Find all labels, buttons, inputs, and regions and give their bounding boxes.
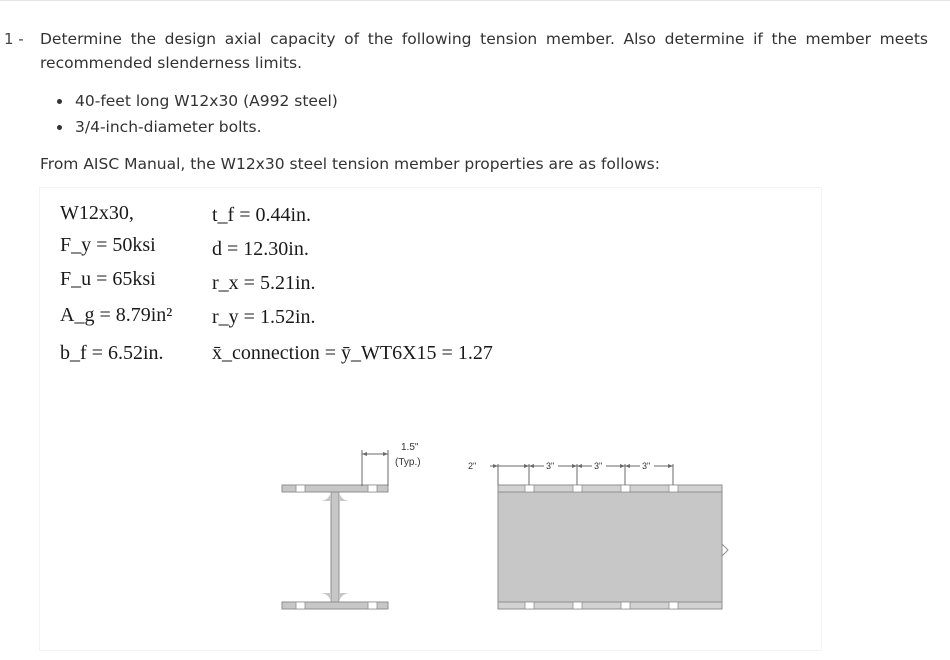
question-number: 1 - bbox=[4, 30, 24, 48]
properties-figure bbox=[40, 188, 821, 650]
top-divider bbox=[0, 0, 950, 1]
prop-ag: A_g = 8.79in² bbox=[60, 304, 173, 326]
spacing-dim-1: 3" bbox=[546, 461, 555, 471]
edge-dim-label: 2" bbox=[468, 461, 477, 471]
connection-drawing bbox=[40, 188, 821, 650]
prop-designation: W12x30, bbox=[60, 202, 134, 224]
spacing-dim-2: 3" bbox=[594, 461, 603, 471]
spacing-dim-3: 3" bbox=[642, 461, 651, 471]
question-prompt: Determine the design axial capacity of the following tension member. Also determine if the member meets recommended slenderness limits. bbox=[40, 30, 928, 72]
prop-fu: F_u = 65ksi bbox=[60, 268, 156, 290]
connection-plan-view bbox=[490, 464, 728, 609]
bullet-list bbox=[40, 88, 338, 140]
prop-fy: F_y = 50ksi bbox=[60, 234, 156, 256]
flange-dim-label: 1.5" bbox=[401, 442, 419, 453]
prop-rx: r_x = 5.21in. bbox=[212, 272, 316, 294]
flange-dim-note: (Typ.) bbox=[395, 457, 421, 468]
bullet-bolts: • 3/4-inch-diameter bolts. bbox=[73, 114, 338, 140]
prop-tf: t_f = 0.44in. bbox=[212, 204, 312, 226]
prop-d: d = 12.30in. bbox=[212, 238, 309, 260]
prop-ry: r_y = 1.52in. bbox=[212, 306, 316, 328]
properties-intro: From AISC Manual, the W12x30 steel tension member properties are as follows: bbox=[40, 155, 660, 173]
w-shape-section bbox=[282, 450, 388, 609]
bullet-member: • 40-feet long W12x30 (A992 steel) bbox=[73, 88, 338, 114]
prop-xbar: x̄_connection = ȳ_WT6X15 = 1.27 bbox=[212, 342, 493, 364]
prop-bf: b_f = 6.52in. bbox=[60, 342, 164, 364]
